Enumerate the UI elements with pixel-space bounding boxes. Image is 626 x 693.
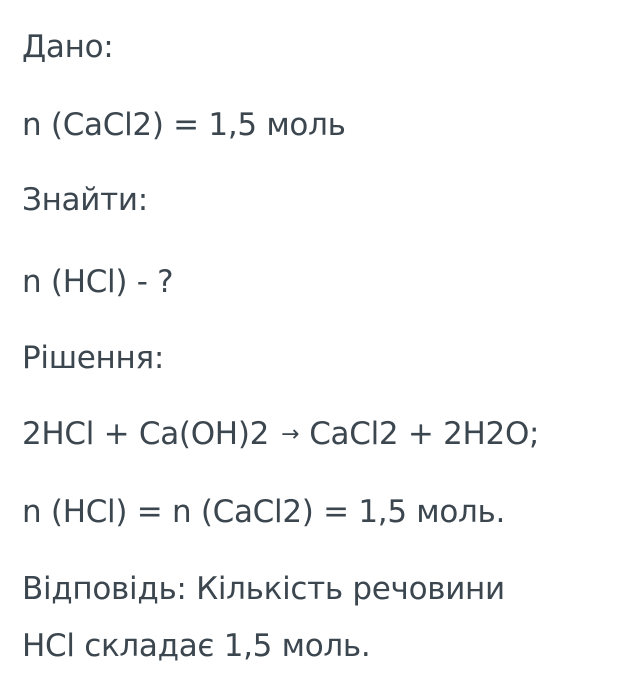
answer-line-2: HCl складає 1,5 моль. — [22, 628, 371, 664]
solution-heading: Рішення: — [22, 340, 164, 376]
find-heading: Знайти: — [22, 182, 148, 218]
answer-line-1: Відповідь: Кількість речовини — [22, 571, 505, 607]
equation-products: CaCl2 + 2H2O; — [309, 416, 540, 452]
reaction-arrow-icon: → — [281, 422, 300, 447]
given-heading: Дано: — [22, 29, 114, 65]
equation-reactants: 2HCl + Ca(OH)2 — [22, 416, 270, 452]
find-value: n (HCl) - ? — [22, 264, 174, 300]
reaction-equation — [22, 414, 539, 458]
given-value: n (CaCl2) = 1,5 моль — [22, 107, 346, 143]
mole-relation: n (HCl) = n (CaCl2) = 1,5 моль. — [22, 494, 506, 530]
